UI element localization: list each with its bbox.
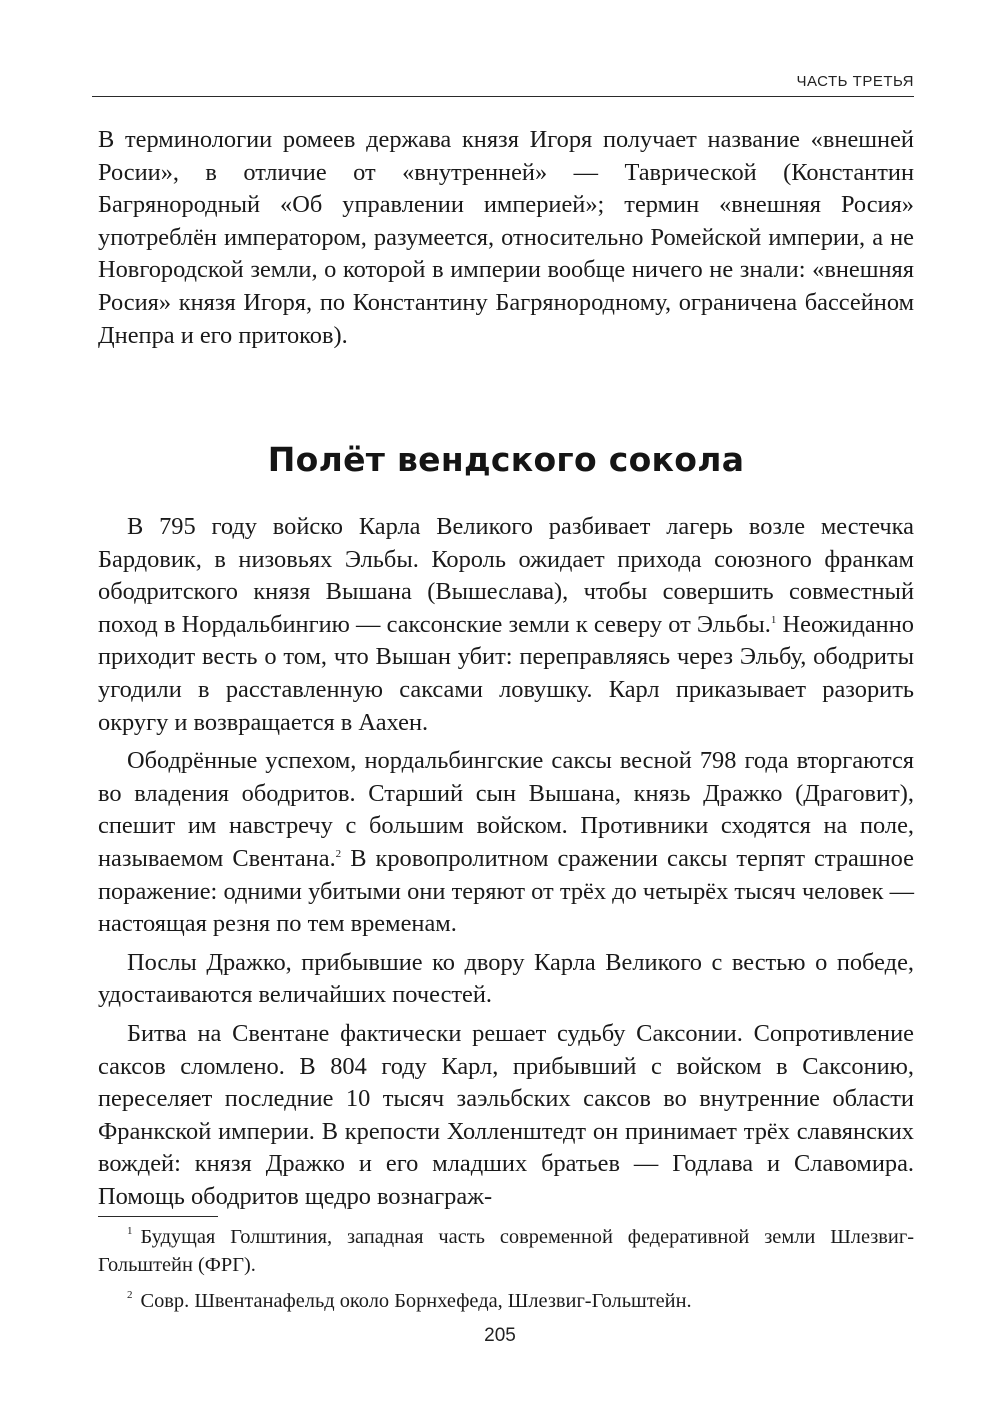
paragraph-1-part-b: Неожиданно приходит весть о том, что Вышан убит: переправляясь через Эльбу, ободриты угодили в расставленную саксами ловушку. Карл приказывает разорить округу и возвращается в Аахен.: [98, 610, 914, 736]
intro-paragraph: В терминологии ромеев держава князя Игоря получает название «внешней Росии», в отличие от «внутренней» — Таврической (Константин Багрянородный «Об управлении империей»; термин «внешняя Росия» употреблён императором, разумеется, относительно Ромейской империи, а не Новгородской земли, о которой в империи вообще ничего не знали: «внешняя Росия» князя Игоря, по Константину Багрянородному, ограничена бассейном Днепра и его притоков).: [98, 126, 914, 349]
paragraph-4: Битва на Свентане фактически решает судьбу Саксонии. Сопротивление саксов сломлено. В 804 году Карл, прибывший с войском в Саксонию, переселяет последние 10 тысяч заэльбских саксов во внутренние области Франкской империи. В крепости Холленштедт он принимает трёх славянских вождей: князя Дражко и его младших братьев — Годлава и Славомира. Помощь ободритов щедро вознаграж-: [98, 1019, 914, 1210]
paragraph-2-part-a: Ободрённые успехом, нордальбингские саксы весной 798 года вторгаются во владения ободритов. Старший сын Вышана, князь Дражко (Драговит), спешит им навстречу с большим войском. Противники сходятся на поле, называемом Свентана.: [98, 747, 914, 872]
paragraph-2-part-b: В кровопролитном сражении саксы терпят страшное поражение: одними убитыми они теряют от трёх до четырёх тысяч человек — настоящая резня по тем временам.: [98, 844, 914, 938]
footnote-ref-2[interactable]: 2: [335, 847, 342, 860]
footnote-2-mark: 2: [127, 1289, 133, 1301]
paragraph-2: [98, 745, 914, 941]
paragraph-1: [98, 511, 914, 739]
footnote-1-mark: 1: [127, 1225, 133, 1237]
footnote-2: [98, 1288, 914, 1316]
running-header: [92, 66, 914, 97]
footnote-1: [98, 1224, 914, 1279]
running-title: ЧАСТЬ ТРЕТЬЯ: [796, 73, 914, 90]
footnote-divider: [98, 1216, 218, 1217]
footnote-ref-1[interactable]: 1: [770, 613, 777, 626]
page-number: 205: [484, 1325, 516, 1346]
section-title: Полёт вендского сокола: [267, 440, 745, 479]
paragraph-1-part-a: В 795 году войско Карла Великого разбивает лагерь возле местечка Бардовик, в низовьях Эльбы. Король ожидает прихода союзного франкам ободритского князя Вышана (Вышеслава), чтобы совершить совместный поход в Нордальбингию — саксонские земли к северу от Эльбы.: [98, 513, 914, 638]
paragraph-3: Послы Дражко, прибывшие ко двору Карла Великого с вестью о победе, удостаиваются величайших почестей.: [98, 948, 914, 1009]
footnotes: [98, 1224, 914, 1325]
section-body: [98, 511, 914, 1219]
footnote-1-text: Будущая Голштиния, западная часть современной федеративной земли Шлезвиг-Гольштейн (ФРГ).: [98, 1226, 914, 1276]
intro-block: [98, 124, 914, 352]
footnote-2-text: Совр. Швентанафельд около Борнхефеда, Шлезвиг-Гольштейн.: [140, 1290, 692, 1312]
